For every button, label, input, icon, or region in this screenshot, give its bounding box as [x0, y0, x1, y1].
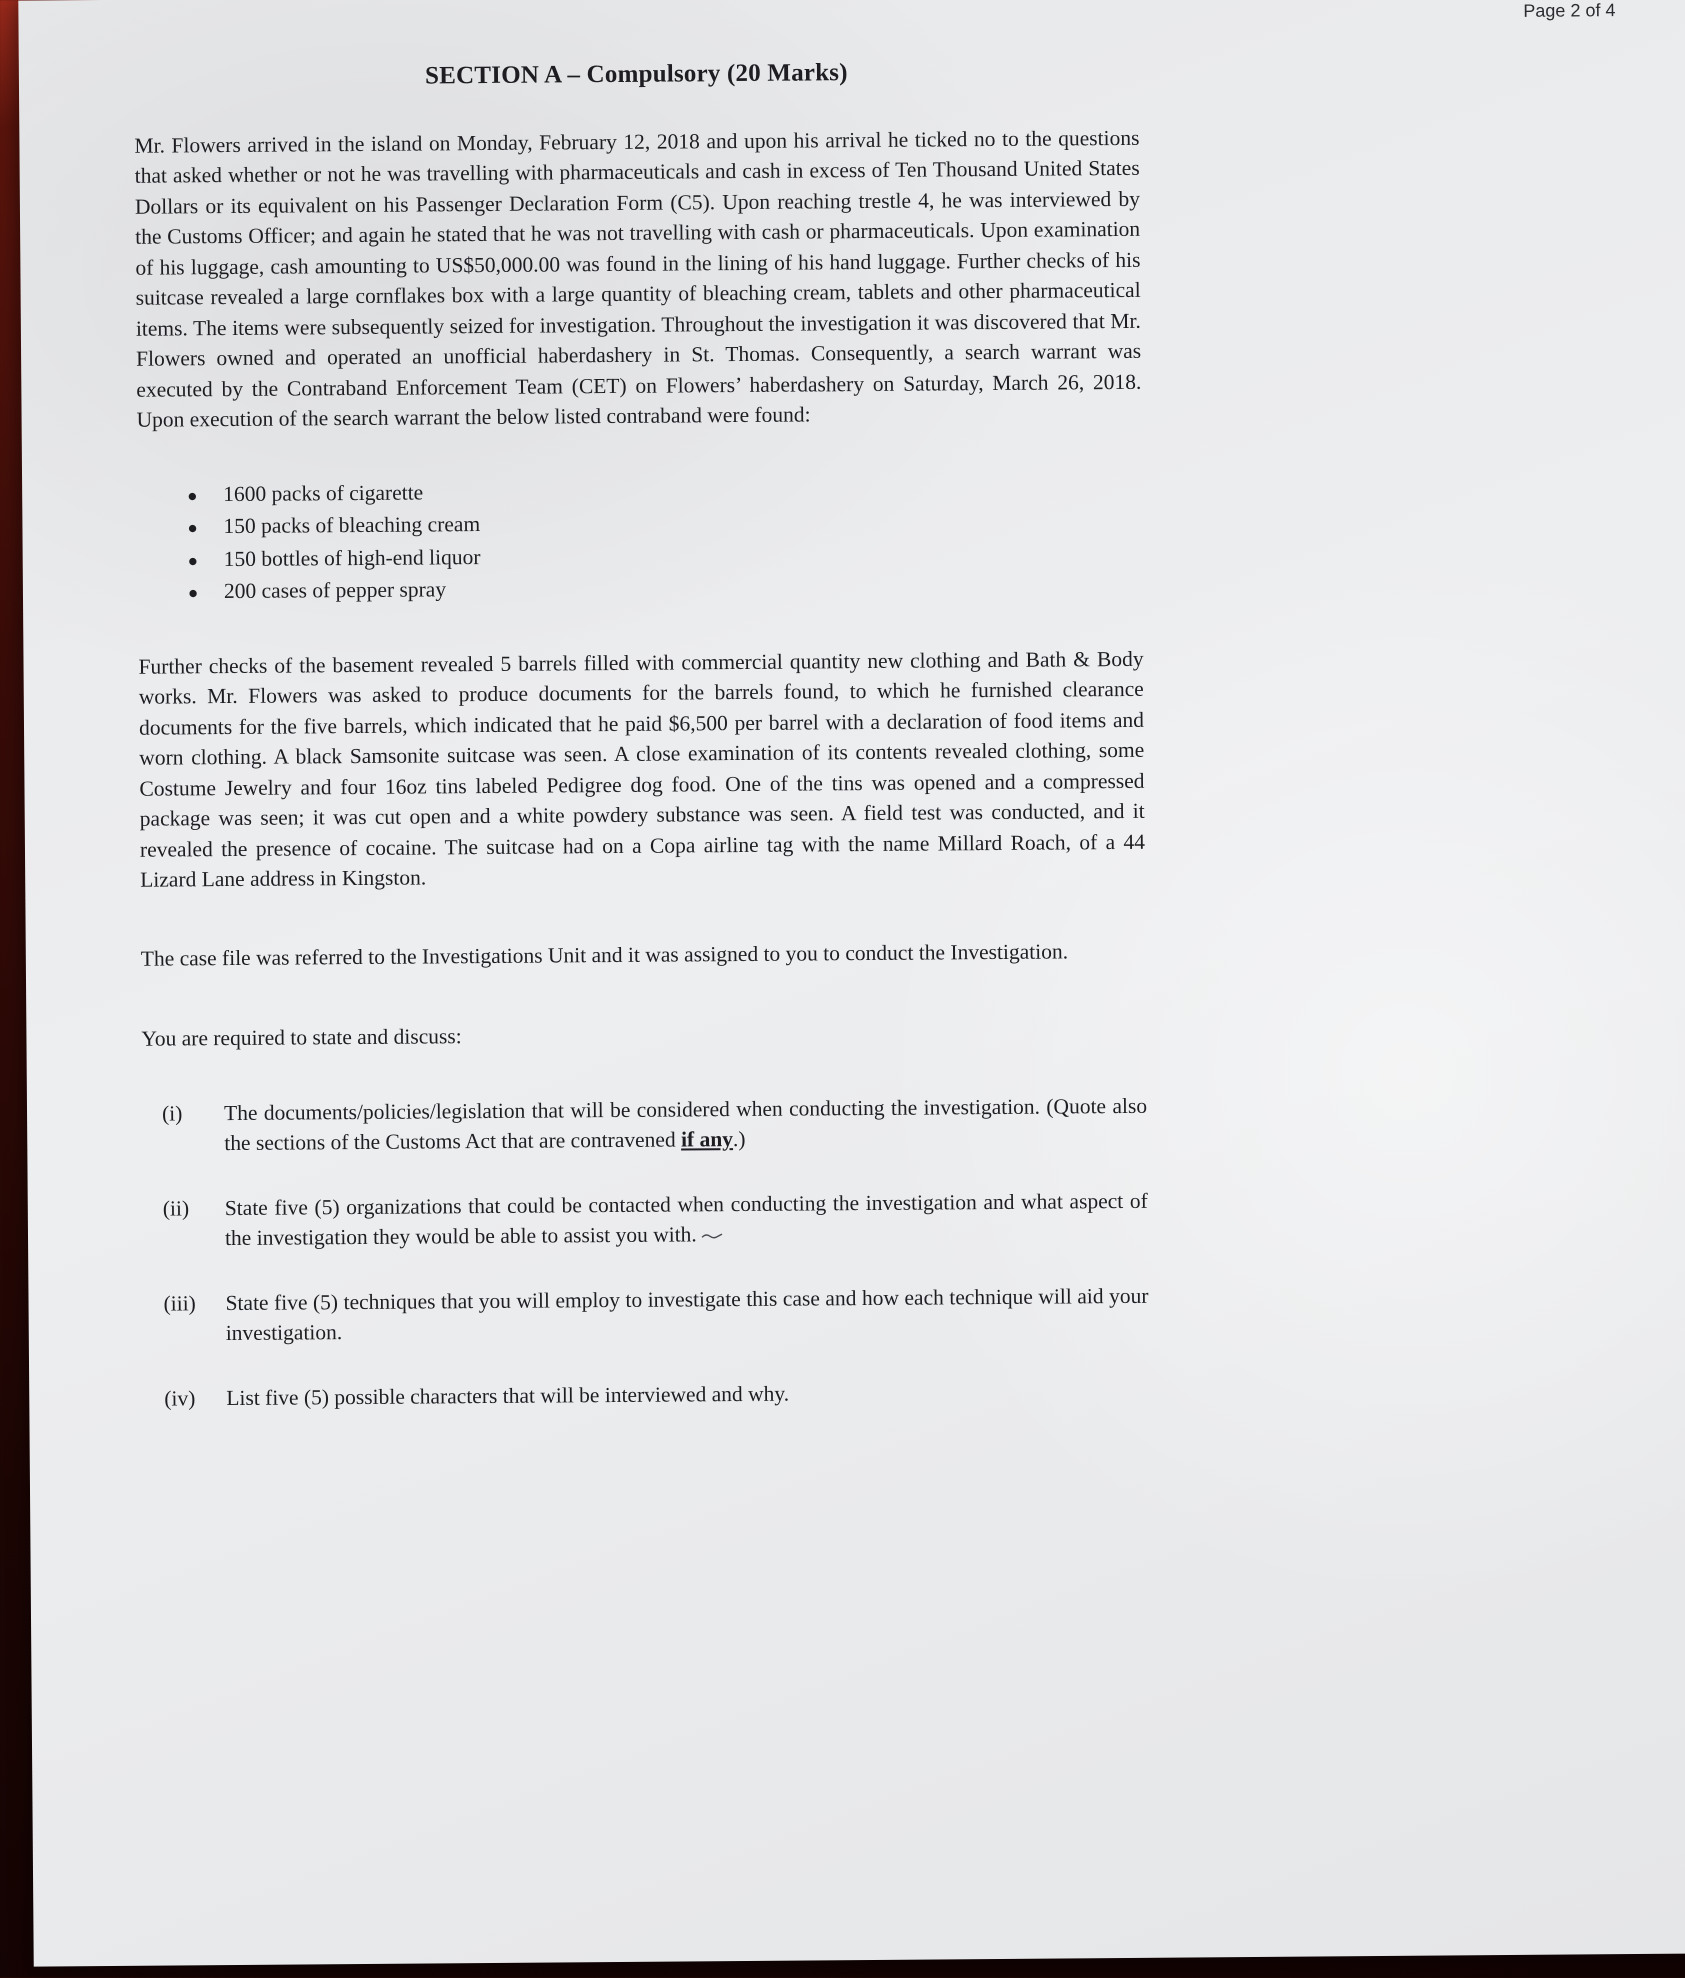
question-text-before: The documents/policies/legislation that will be considered when conducting the investigation. (Quote also the sections of the Customs Act that are contravened	[223, 1093, 1148, 1156]
page-number-label: Page 2 of 4	[1523, 0, 1616, 21]
list-item-text: 150 bottles of high-end liquor	[223, 544, 481, 571]
basement-findings-paragraph: Further checks of the basement revealed 5 barrels filled with commercial quantity new clothing and Bath & Body works. Mr. Flowers was asked to produce documents for the barrels found, to which he furnished clearance documents for the five barrels, which indicated that he paid $6,500 per barrel with a declaration of food items and worn clothing. A black Samsonite suitcase was seen. A close examination of its contents revealed clothing, some Costume Jewelry and four 16oz tins labeled Pedigree dog food. One of the tins was opened and a compressed package was seen; it was cut open and a white powdery substance was seen. A field test was conducted, and it revealed the presence of cocaine. The suitcase had on a Copa airline tag with the name Millard Roach, of a 44 Lizard Lane address in Kingston.	[138, 646, 1146, 893]
case-intro-paragraph: Mr. Flowers arrived in the island on Monday, February 12, 2018 and upon his arrival he ticked no to the questions that asked whether or not he was travelling with pharmaceuticals and cash in excess of Ten Thousand United States Dollars or its equivalent on his Passenger Declaration Form (C5). Upon reaching trestle 4, he was interviewed by the Customs Officer; and again he stated that he was not travelling with cash or pharmaceuticals. Upon examination of his luggage, cash amounting to US$50,000.00 was found in the lining of his hand luggage. Further checks of his suitcase revealed a large cornflakes box with a large quantity of bleaching cream, tablets and other pharmaceutical items. The items were subsequently seized for investigation. Throughout the investigation it was discovered that Mr. Flowers owned and operated an unofficial haberdashery in St. Thomas. Consequently, a search warrant was executed by the Contraband Enforcement Team (CET) on Flowers’ haberdashery on Saturday, March 26, 2018. Upon execution of the search warrant the below listed contraband were found:	[134, 125, 1142, 432]
question-emphasis: if any	[680, 1127, 734, 1152]
contraband-list	[137, 471, 1143, 607]
instruction-line: You are required to state and discuss:	[141, 1024, 462, 1052]
bullet-icon: ●	[187, 518, 198, 538]
question-text	[224, 1091, 1147, 1159]
bullet-icon: ●	[187, 485, 198, 505]
list-item-text: 1600 packs of cigarette	[223, 480, 424, 506]
question-text-body: List five (5) possible characters that will be interviewed and why.	[226, 1381, 790, 1411]
page-content	[134, 53, 1150, 1414]
bullet-icon: ●	[187, 583, 199, 603]
question-label: (iv)	[164, 1386, 196, 1411]
bullet-icon: ●	[187, 550, 199, 571]
question-label: (ii)	[162, 1196, 190, 1221]
question-text	[225, 1281, 1148, 1349]
question-text-body: State five (5) techniques that you will employ to investigate this case and how each technique will aid your investigation.	[225, 1283, 1149, 1346]
question-iv	[144, 1376, 1149, 1414]
question-text-after: .)	[732, 1127, 746, 1152]
question-label: (i)	[161, 1101, 183, 1126]
list-item	[188, 569, 1143, 607]
question-label: (iii)	[163, 1291, 196, 1316]
list-item-text: 150 packs of bleaching cream	[223, 512, 481, 539]
pen-mark-icon	[701, 1220, 723, 1230]
list-item	[188, 537, 1143, 575]
list-item	[187, 471, 1142, 509]
case-assignment-paragraph: The case file was referred to the Investigations Unit and it was assigned to you to conduct the Investigation.	[140, 939, 1069, 971]
document-page	[18, 0, 1685, 1967]
list-item	[187, 504, 1142, 542]
question-text-body: State five (5) organizations that could be contacted when conducting the investigation and what aspect of the investigation they would be able to assist you with.	[224, 1188, 1148, 1251]
question-iii	[143, 1281, 1148, 1350]
question-text	[226, 1376, 1149, 1414]
section-heading: SECTION A – Compulsory (20 Marks)	[424, 59, 848, 90]
question-i	[142, 1091, 1147, 1160]
list-item-text: 200 cases of pepper spray	[223, 577, 447, 604]
question-text	[225, 1186, 1148, 1254]
question-ii	[143, 1186, 1148, 1255]
